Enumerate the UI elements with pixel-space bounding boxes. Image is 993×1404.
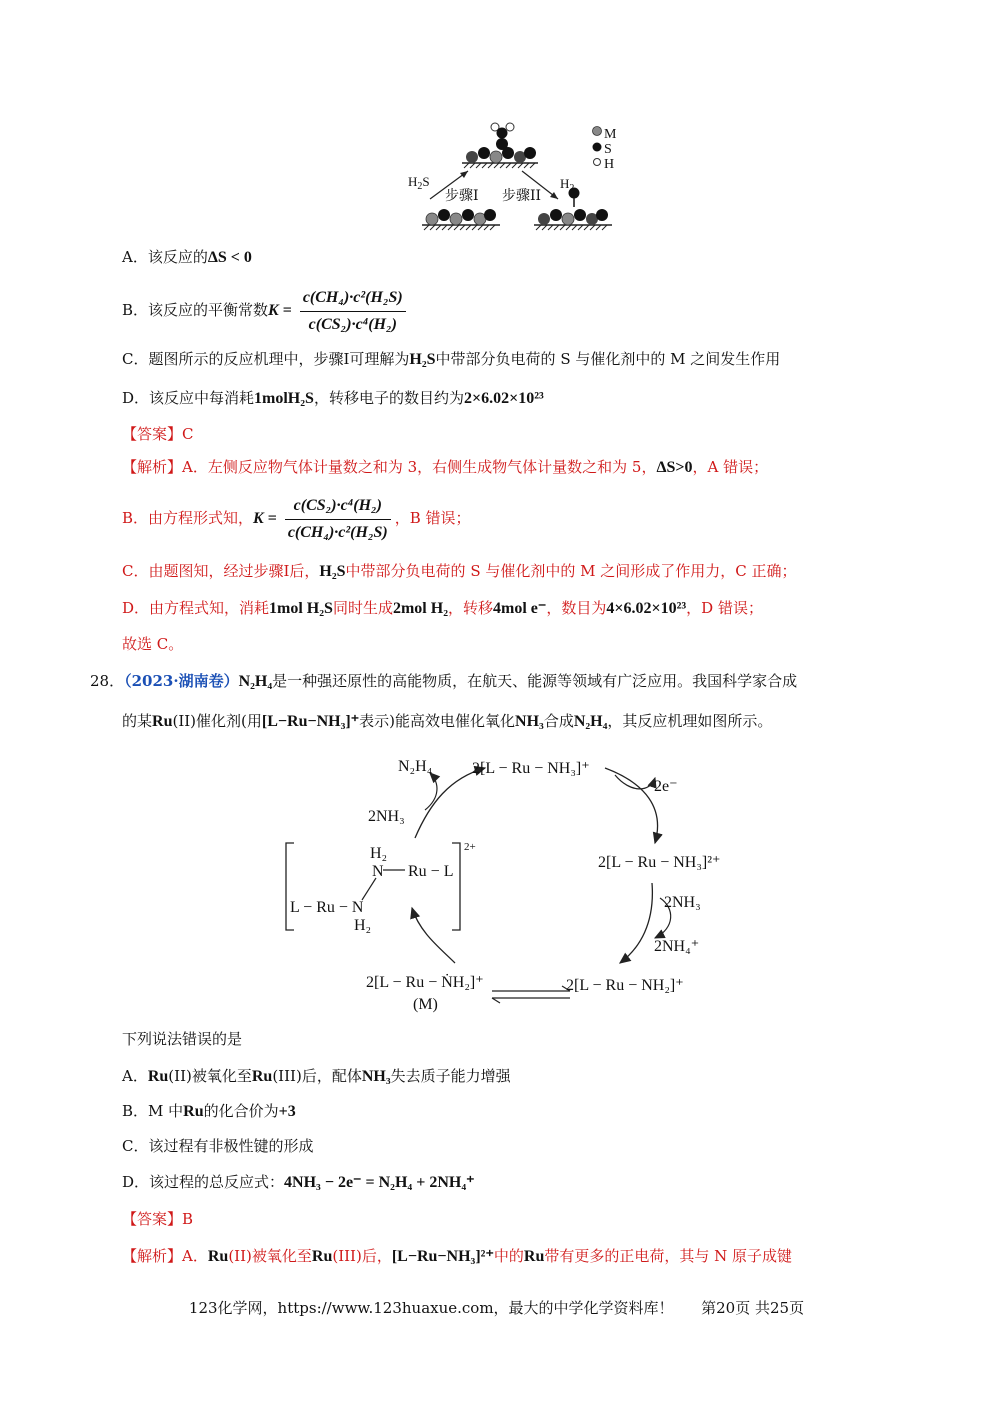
surface-mechanism-figure bbox=[400, 115, 630, 233]
q27-option-b: B．该反应的平衡常数K = $\frac{\text{c(CH₄)·c²(H₂S)}}{\text{c(CS₂)·c⁴(H₂)}}$ bbox=[122, 284, 410, 336]
legend-s-label: S bbox=[604, 142, 612, 157]
q27-analysis-b: B．由方程形式知，K = $\frac{\text{c(CS₂)·c⁴(H₂)}}{\text{c(CH₄)·c²(H₂S)}}$ ，B 错误； bbox=[122, 492, 471, 544]
cycle-right-complex: 2[L − Ru − NH₃]²⁺ bbox=[598, 854, 721, 871]
q27-analysis-a: 【解析】A．左侧反应物气体计量数之和为 3，右侧生成物气体计量数之和为 5，ΔS>0，A 错误； bbox=[122, 458, 769, 476]
q27-k-fraction: $\frac{\text{c(CH₄)·c²(H₂S)}}{\text{c(CS₂)·c⁴(H₂)}}$ bbox=[300, 287, 406, 336]
q28-question: 下列说法错误的是 bbox=[122, 1030, 243, 1048]
dimer-ru-l: Ru − L bbox=[408, 863, 454, 880]
q28-option-a: A．Ru(II)被氧化至Ru(III)后，配体NH₃失去质子能力增强 bbox=[122, 1067, 511, 1085]
cycle-top-complex: 2[L − Ru − NH₃]⁺ bbox=[472, 760, 590, 777]
cycle-m-label: (M) bbox=[413, 996, 438, 1013]
q27-conclusion: 故选 C。 bbox=[122, 635, 184, 653]
footer-site-text: 123化学网，https://www.123huaxue.com，最大的中学化学资料库！ bbox=[188, 1299, 674, 1317]
dimer-l-ru-n: L − Ru − N bbox=[290, 899, 364, 916]
cycle-minus-2e: 2e⁻ bbox=[654, 778, 678, 795]
q27-analysis-k-fraction: $\frac{\text{c(CS₂)·c⁴(H₂)}}{\text{c(CH₄)·c²(H₂S)}}$ bbox=[285, 495, 391, 544]
q27-option-a: A．该反应的ΔS < 0 bbox=[122, 248, 252, 266]
q27-answer: 【答案】C bbox=[122, 425, 194, 443]
legend-h-label: H bbox=[604, 157, 615, 172]
q28-stem-line2: 的某Ru(II)催化剂(用[L−Ru−NH₃]⁺表示)能高效电催化氧化NH₃合成N₂H₄，其反应机理如图所示。 bbox=[122, 712, 773, 730]
q27-analysis-d: D．由方程式知，消耗1mol H₂S同时生成2mol H₂，转移4mol e⁻，数目为4×6.02×10²³，D 错误； bbox=[122, 599, 763, 617]
fig1-step1-label: 步骤I bbox=[445, 188, 479, 204]
dimer-charge: 2+ bbox=[464, 841, 476, 853]
cycle-bottom-left-complex: 2[L − Ru − ṄH₂]⁺ bbox=[366, 974, 484, 991]
q28-option-d: D．该过程的总反应式：4NH₃ − 2e⁻ = N₂H₄ + 2NH₄⁺ bbox=[122, 1173, 475, 1191]
dimer-h2-top: H₂ bbox=[370, 845, 388, 862]
q28-answer: 【答案】B bbox=[122, 1210, 194, 1228]
q28-stem-line1: 28．（2023·湖南卷）N₂H₄是一种强还原性的高能物质，在航天、能源等领域有广泛应用。我国科学家合成 bbox=[90, 672, 798, 690]
cycle-nh4-out: 2NH₄⁺ bbox=[654, 938, 700, 955]
top-surface bbox=[462, 123, 538, 168]
q27-analysis-c: C．由题图知，经过步骤Ⅰ后，H₂S中带部分负电荷的 S 与催化剂中的 M 之间形成了作用力，C 正确； bbox=[122, 562, 797, 580]
q27-option-d: D．该反应中每消耗1molH₂S，转移电子的数目约为2×6.02×10²³ bbox=[122, 389, 544, 407]
cycle-nh3-in-left: 2NH₃ bbox=[368, 808, 405, 825]
cycle-nh3-in-right: 2NH₃ bbox=[664, 894, 701, 911]
page-footer bbox=[0, 1297, 993, 1318]
q28-analysis-a: 【解析】A．Ru(II)被氧化至Ru(III)后，[L−Ru−NH₃]²⁺中的Ru带有更多的正电荷，其与 N 原子成键 bbox=[122, 1247, 793, 1265]
legend-m-label: M bbox=[604, 127, 617, 142]
fig1-h2-label: $H_2$ bbox=[560, 176, 575, 194]
footer-page-number: 第20页 共25页 bbox=[701, 1299, 805, 1317]
dimer-n-top: N bbox=[372, 863, 384, 880]
cycle-n2h4-out: N₂H₄ bbox=[398, 758, 433, 775]
q27-option-c: C．题图所示的反应机理中，步骤Ⅰ可理解为H₂S中带部分负电荷的 S 与催化剂中的 M 之间发生作用 bbox=[122, 350, 781, 368]
fig1-h2s-label: $H_2S$ bbox=[408, 174, 430, 192]
q28-option-c: C．该过程有非极性键的形成 bbox=[122, 1137, 314, 1155]
q28-option-b: B．M 中Ru的化合价为+3 bbox=[122, 1102, 296, 1120]
cycle-bottom-right-complex: 2[L − Ru − NH₂]⁺ bbox=[566, 977, 684, 994]
fig1-step2-label: 步骤II bbox=[502, 188, 542, 204]
left-surface bbox=[422, 209, 500, 230]
dimer-h2-bottom: H₂ bbox=[354, 917, 372, 934]
